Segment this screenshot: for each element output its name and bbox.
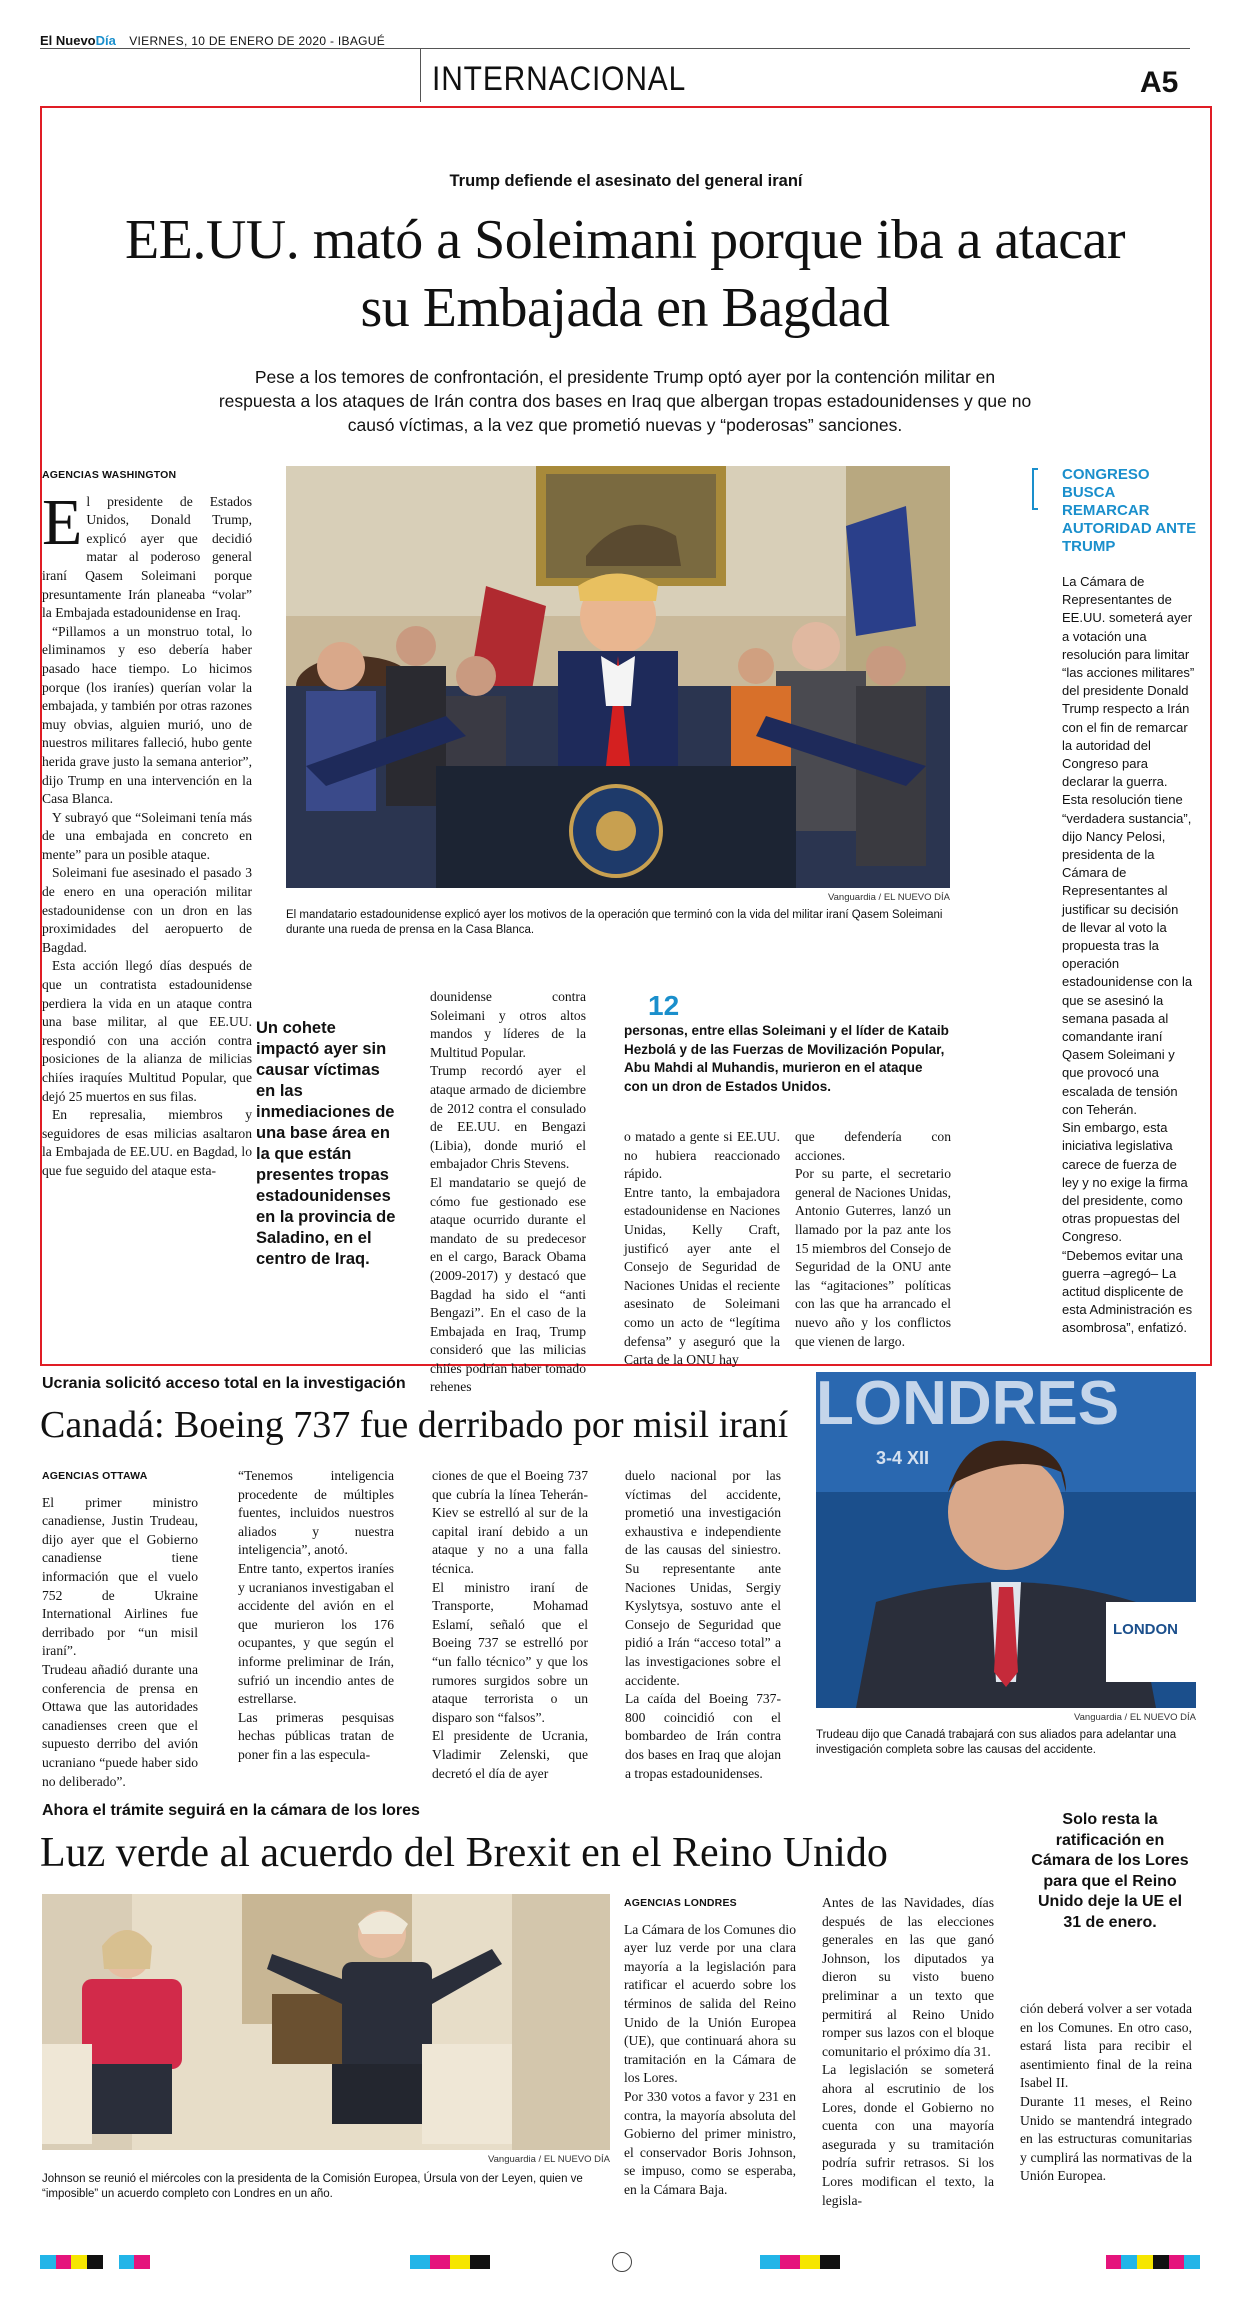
story3-kicker: Ahora el trámite seguirá en la cámara de los lores [42,1802,420,1819]
story3-pullquote: Solo resta la ratificación en Cámara de los Lores para que el Reino Unido deje la UE el 31 de enero. [1031,1811,1189,1931]
lead-pullquote: Un cohete impactó ayer sin causar víctimas en las inmediaciones de una base área en la que están presentes tropas estadounidenses en la provincia de Saladino, en el centro de Iraq. [256,1019,396,1268]
story3-headline: Luz verde al acuerdo del Brexit en el Reino Unido [40,1830,888,1876]
sidebar-title: CONGRESO BUSCA REMARCAR AUTORIDAD ANTE TRUMP [1062,466,1197,555]
fact-number: 12 [648,990,680,1021]
story3-caption: Johnson se reunió el miércoles con la presidenta de la Comisión Europea, Úrsula von der Leyen, quien ve “imposible” un acuerdo completo con Londres en un año. [42,2173,583,2200]
story2-kicker: Ucrania solicitó acceso total en la investigación [42,1375,406,1392]
story2-photo-credit: Vanguardia / EL NUEVO DÍA [1074,1712,1196,1723]
lectern-text: LONDON [1113,1621,1178,1638]
story2-headline: Canadá: Boeing 737 fue derribado por misil iraní [40,1404,789,1446]
trump-press-photo [286,466,950,888]
color-registration-bar-right [1090,2255,1200,2269]
story3-photo-credit: Vanguardia / EL NUEVO DÍA [488,2154,610,2165]
masthead [40,33,1190,49]
lead-kicker: Trump defiende el asesinato del general iraní [449,172,803,190]
lead-paragraph-4: Soleimani fue asesinado el pasado 3 de enero en una operación militar estadounidense con un dron en las proximidades del aeropuerto de Bagdad. [42,865,252,955]
story2-byline: AGENCIAS OTTAWA [42,1470,148,1482]
story3-column-3: ción deberá volver a ser votada en los Comunes. En otro caso, estará lista para recibir el asentimiento final de la reina Isabel II. Durante 11 meses, el Reino Unido se mantendrá integrado en las estructuras comunitarias y cumplirá las normativas de la Unión Europea. [1020,2001,1192,2184]
lead-paragraph-1: El presidente de Estados Unidos, Donald Trump, explicó ayer que decidió matar al poderoso general iraní Qasem Soleimani porque presuntamente Irán planeaba “volar” la Embajada estadounidense en Iraq. [42,485,252,621]
lead-column-1 [42,466,252,1356]
banner-text: LONDRES [816,1372,1120,1438]
story2-column-1: AGENCIAS OTTAWA El primer ministro canadiense, Justin Trudeau, dijo ayer que el Gobierno canadiense tiene información que el vuelo 752 de Ukraine International Airlines fue derribado por “un misil iraní”. Trudeau añadió durante una conferencia de prensa en Ottawa que las autoridades canadienses creen que el supuesto derribo del avión ucraniano “puede haber sido no deliberado”. [42,1467,198,1791]
masthead-rule [40,48,1190,49]
lead-paragraph-6: En represalia, miembros y seguidores de esas milicias asaltaron la Embajada de EE.UU. en Bagdad, lo que fue seguido del ataque esta- [42,1107,252,1178]
trudeau-photo [816,1372,1196,1708]
section-divider [420,48,421,102]
brand-logo[interactable]: El NuevoDía [40,33,116,48]
lead-paragraph-5: Esta acción llegó días después de que un contratista estadounidense perdiera la vida en un ataque contra una base militar, al que EE.UU. respondió con una acción contra posiciones de la alianza de milicias chiíes iraquíes Multitud Popular, que dejó 25 muertos en sus filas. [42,958,252,1104]
color-registration-bar-mid1 [410,2255,490,2269]
lead-deck: Pese a los temores de confrontación, el presidente Trump optó ayer por la contención militar en respuesta a los ataques de Irán contra dos bases en Iraq que albergan tropas estadounidenses y que no causó víctimas, a la vez que prometió nuevas y “poderosas” sanciones. [218,367,1032,435]
lead-column-4: o matado a gente si EE.UU. no hubiera reaccionado rápido. Entre tanto, la embajadora estadounidense en Naciones Unidas, Kelly Craft, justificó ayer ante el Consejo de Seguridad de Naciones Unidas el reciente asesinato de Soleimani como un acto de “legítima defensa” y aseguró que la Carta de la ONU hay [624,1129,780,1368]
story2-column-4: duelo nacional por las víctimas del accidente, prometió una investigación exhaustiva e independiente de las causas del siniestro. Su representante ante Naciones Unidas, Sergiy Kyslytsya, sostuvo ante el Consejo de Seguridad que pidió a Irán “acceso total” a las investigaciones sobre el accidente. La caída del Boeing 737-800 coincidió con el bombardeo de Irán contra dos bases en Iraq que alojan a tropas estadounidenses. [625,1468,781,1781]
story2-caption: Trudeau dijo que Canadá trabajará con sus aliados para adelantar una investigación completa sobre las causas del accidente. [816,1729,1177,1756]
story3-column-1: AGENCIAS LONDRES La Cámara de los Comunes dio ayer luz verde por una clara mayoría a la legislación para ratificar el acuerdo sobre los términos de salida del Reino Unido de la Unión Europea (UE), que continuará ahora su tramitación en la Cámara de los Lores. Por 330 votos a favor y 231 en contra, la mayoría absoluta del Gobierno del primer ministro, el conservador Boris Johnson, se impuso, como se esperaba, en la Cámara Baja. [624,1894,796,2200]
dateline: VIERNES, 10 DE ENERO DE 2020 - IBAGUÉ [129,34,386,48]
lead-photo-caption: El mandatario estadounidense explicó ayer los motivos de la operación que terminó con la vida del militar iraní Qasem Soleimani durante una rueda de prensa en la Casa Blanca. [286,909,943,936]
story3-column-2: Antes de las Navidades, días después de las elecciones generales en las que ganó Johnson, los diputados ya dieron su visto bueno preliminar a un texto que permitirá al Reino Unido romper sus lazos con el bloque comunitario el próximo día 31. La legislación se someterá ahora al escrutinio de los Lores, donde el Gobierno no cuenta con una mayoría asegurada y su tramitación podría sufrir retrasos. Si los Lores modifican el texto, la legisla- [822,1895,994,2208]
lead-paragraph-3: Y subrayó que “Soleimani tenía más de una embajada en concreto en mente” para un posible ataque. [42,809,252,862]
fact-text: personas, entre ellas Soleimani y el líder de Kataib Hezbolá y de las Fuerzas de Movilización Popular, Abu Mahdi al Muhandis, murieron en el ataque con un dron de Estados Unidos. [624,1023,949,1094]
banner-subtext: 3-4 XII [876,1448,930,1468]
lead-photo-credit: Vanguardia / EL NUEVO DÍA [828,892,950,903]
crosshair-icon [612,2252,632,2272]
story3-byline: AGENCIAS LONDRES [624,1897,737,1909]
drop-cap: E [42,485,83,559]
lead-byline: AGENCIAS WASHINGTON [42,469,177,481]
johnson-von-der-leyen-photo [42,1894,610,2150]
story2-column-2: “Tenemos inteligencia procedente de múltiples fuentes, incluidos nuestros aliados y nuestra inteligencia”, anotó. Entre tanto, expertos iraníes y ucranianos investigaban el accidente del avión en el que murieron los 176 ocupantes, y que según el informe preliminar de Irán, sufrió un incendio antes de estrellarse. Las primeras pesquisas hechas públicas tratan de poner fin a las especula- [238,1468,394,1762]
lead-column-5: que defendería con acciones. Por su parte, el secretario general de Naciones Unidas, Antonio Guterres, lanzó un llamado por la paz ante los 15 miembros del Consejo de Seguridad de la ONU ante las “agitaciones” políticas con las que ha arrancado el nuevo año y los conflictos que vienen de largo. [795,1129,951,1349]
lead-paragraph-2: “Pillamos a un monstruo total, lo eliminamos y eso debería haber pasado hace tiempo. Lo hicimos porque (los iraníes) querían volar la embajada, y también por otras razones muy obvias, alguien murió, uno de nuestros militares falleció, hubo gente herida grave justo la semana anterior”, dijo Trump en una intervención en la Casa Blanca. [42,623,252,807]
story2-column-3: ciones de que el Boeing 737 que cubría la línea Teherán-Kiev se estrelló al sur de la capital iraní debido a un ataque y no a una falla técnica. El ministro iraní de Transporte, Mohamad Eslamí, señaló que el Boeing 737 se estrelló por “un fallo técnico” y que los rumores surgidos sobre un ataque terrorista o un disparo son “falsos”. El presidente de Ucrania, Vladimir Zelenski, que decretó el día de ayer [432,1468,588,1781]
lead-column-3: dounidense contra Soleimani y otros altos mandos y líderes de la Multitud Popular. Trump recordó ayer el ataque armado de diciembre de 2012 contra el consulado de EE.UU. en Bengazi (Libia), donde murió el embajador Chris Stevens. El mandatario se quejó de cómo fue gestionado ese ataque ocurrido durante el mandato de su predecesor en el cargo, Barack Obama (2009-2017) y destacó que Bagdad ha sido el “anti Bengazi”. En el caso de la Embajada en Iraq, Trump consideró que las milicias chiíes podrían haber tomado rehenes [430,989,586,1395]
lead-headline: EE.UU. mató a Soleimani porque iba a atacar su Embajada en Bagdad [124,209,1126,339]
sidebar-body: La Cámara de Representantes de EE.UU. someterá ayer a votación una resolución para limitar “las acciones militares” del presidente Donald Trump respecto a Irán con el fin de remarcar la autoridad del Congreso para declarar la guerra. Esta resolución tiene “verdadera sustancia”, dijo Nancy Pelosi, presidenta de la Cámara de Representantes al justificar su decisión de llevar al voto la propuesta tras la operación estadounidense con la que se asesinó la semana pasada al comandante iraní Qasem Soleimani y que provocó una escalada de tensión con Teherán. Sin embargo, esta iniciativa legislativa carece de fuerza de ley y no exige la firma del presidente, como otras propuestas del Congreso. “Debemos evitar una guerra –agregó– La actitud displicente de esta Administración es asombrosa”, enfatizó. [1062,574,1195,1336]
color-registration-bar-mid2 [760,2255,840,2269]
sidebar-accent [1032,468,1038,510]
page-number: A5 [1140,66,1179,99]
color-registration-bar-left [40,2255,150,2269]
section-title: INTERNACIONAL [432,60,687,98]
